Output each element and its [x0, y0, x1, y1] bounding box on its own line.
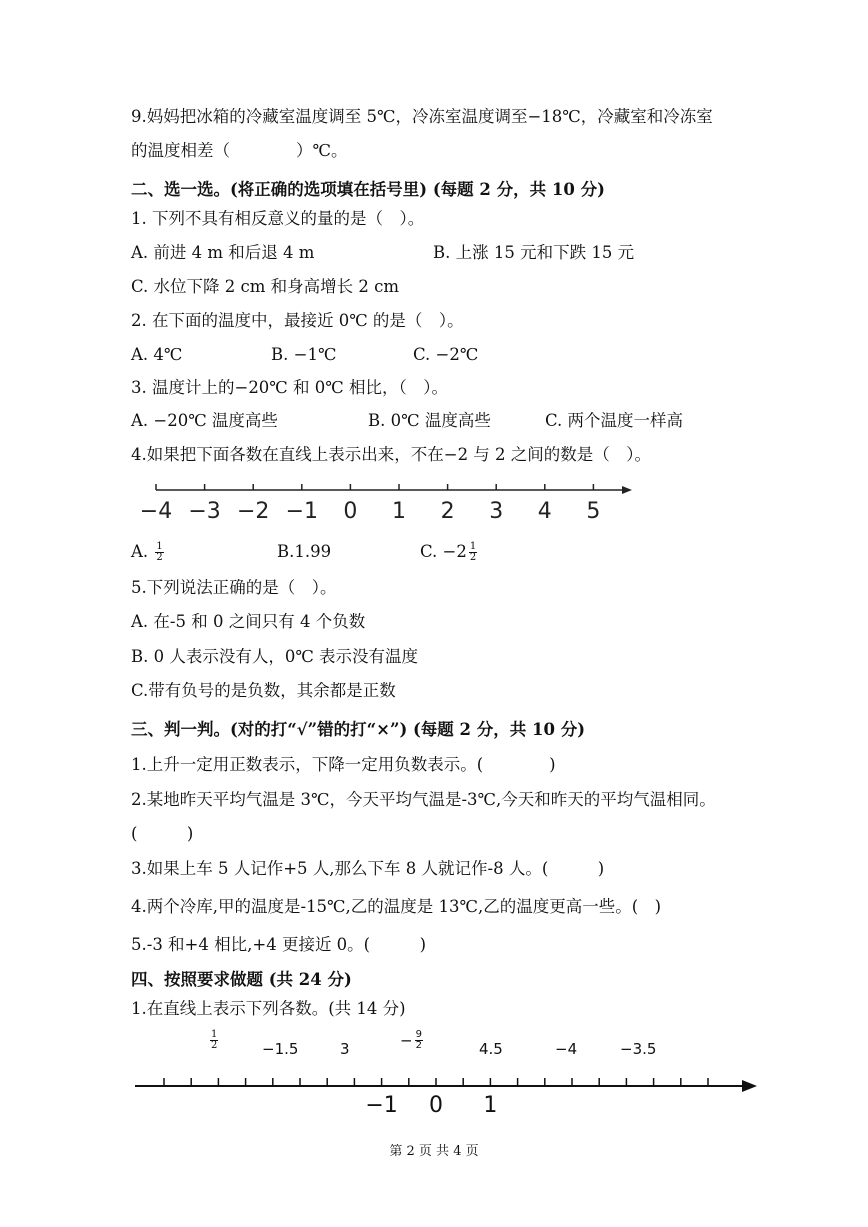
number-neg-1-5: −1.5: [262, 1040, 299, 1058]
s2-question-4: 4.如果把下面各数在直线上表示出来，不在−2 与 2 之间的数是（ ）。: [131, 445, 652, 464]
s4-number-line: [130, 1070, 760, 1120]
fraction-one-half: $\frac{1}{2}$: [156, 541, 163, 563]
tick-label: −3: [188, 499, 221, 524]
axis-label: 0: [429, 1093, 443, 1118]
question-9-line2: 的温度相差（ ）℃。: [131, 141, 348, 160]
s2-q4-option-b: B.1.99: [277, 542, 332, 561]
s2-question-2: 2. 在下面的温度中，最接近 0℃ 的是（ ）。: [131, 311, 464, 330]
number-neg-3-5: −3.5: [620, 1040, 657, 1058]
s2-q1-option-a: A. 前进 4 m 和后退 4 m: [131, 243, 315, 262]
tick-label: −1: [285, 499, 319, 524]
axis-label: −1: [365, 1093, 398, 1118]
section-4-title: 四、按照要求做题 (共 24 分): [131, 970, 352, 989]
q4-number-line: [140, 476, 640, 526]
number-3: 3: [340, 1040, 350, 1058]
s3-question-5: 5.-3 和+4 相比,+4 更接近 0。( ): [131, 935, 427, 954]
axis-label: 1: [483, 1093, 498, 1118]
tick-label: −2: [236, 499, 270, 524]
s3-question-4: 4.两个冷库,甲的温度是-15℃,乙的温度是 13℃,乙的温度更高一些。( ): [131, 897, 662, 916]
section-3-title: 三、判一判。(对的打“√”错的打“×”) (每题 2 分，共 10 分): [131, 720, 586, 739]
s3-question-3: 3.如果上车 5 人记作+5 人,那么下车 8 人就记作-8 人。( ): [131, 859, 605, 878]
tick-label: 3: [489, 499, 504, 524]
s2-question-5: 5.下列说法正确的是（ ）。: [131, 578, 337, 597]
s2-q2-option-c: C. −2℃: [413, 345, 479, 364]
s2-q5-option-c: C.带有负号的是负数，其余都是正数: [131, 681, 396, 700]
s3-question-1: 1.上升一定用正数表示，下降一定用负数表示。( ): [131, 755, 556, 774]
s2-question-1: 1. 下列不具有相反意义的量的是（ ）。: [131, 209, 425, 228]
number-one-half: $\frac{1}{2}$: [211, 1029, 218, 1051]
s3-question-2-line2: ( ): [131, 824, 194, 843]
question-9-line1: 9.妈妈把冰箱的冷藏室温度调至 5℃，冷冻室温度调至−18℃，冷藏室和冷冻室: [131, 107, 713, 126]
axis-arrow: [622, 486, 632, 494]
s2-q4-option-c: [420, 541, 479, 563]
number-neg-nine-halves: − $\frac{9}{2}$: [400, 1029, 422, 1051]
s2-q5-option-a: A. 在-5 和 0 之间只有 4 个负数: [131, 612, 366, 631]
s2-q2-option-a: A. 4℃: [131, 345, 183, 364]
option-c-prefix: C. −2: [420, 542, 467, 561]
s3-question-2-line1: 2.某地昨天平均气温是 3℃，今天平均气温是-3℃,今天和昨天的平均气温相同。: [131, 790, 716, 809]
s2-q3-option-a: A. −20℃ 温度高些: [131, 411, 278, 430]
tick-label: 0: [343, 499, 358, 524]
s2-q5-option-b: B. 0 人表示没有人，0℃ 表示没有温度: [131, 647, 419, 666]
s2-q3-option-c: C. 两个温度一样高: [545, 411, 684, 430]
page-footer: 第 2 页 共 4 页: [389, 1144, 479, 1159]
fraction-one-half: $\frac{1}{2}$: [469, 541, 477, 563]
tick-label: 4: [537, 499, 552, 524]
axis-arrow: [742, 1080, 757, 1092]
s4-question-1: 1.在直线上表示下列各数。(共 14 分): [131, 999, 406, 1018]
tick-label: 1: [392, 499, 406, 524]
number-neg-4: −4: [555, 1040, 578, 1058]
s2-q4-option-a: [131, 541, 166, 563]
tick-label: 2: [440, 499, 455, 524]
tick-label: 5: [586, 499, 601, 524]
number-4-5: 4.5: [479, 1040, 503, 1058]
s2-question-3: 3. 温度计上的−20℃ 和 0℃ 相比，（ ）。: [131, 378, 448, 397]
s2-q1-option-b: B. 上涨 15 元和下跌 15 元: [433, 243, 635, 262]
s2-q2-option-b: B. −1℃: [271, 345, 337, 364]
option-a-prefix: A.: [131, 542, 149, 561]
tick-label: −4: [140, 499, 173, 524]
s2-q1-option-c: C. 水位下降 2 cm 和身高增长 2 cm: [131, 277, 400, 296]
section-2-title: 二、选一选。(将正确的选项填在括号里) (每题 2 分，共 10 分): [131, 180, 605, 199]
s2-q3-option-b: B. 0℃ 温度高些: [368, 411, 491, 430]
